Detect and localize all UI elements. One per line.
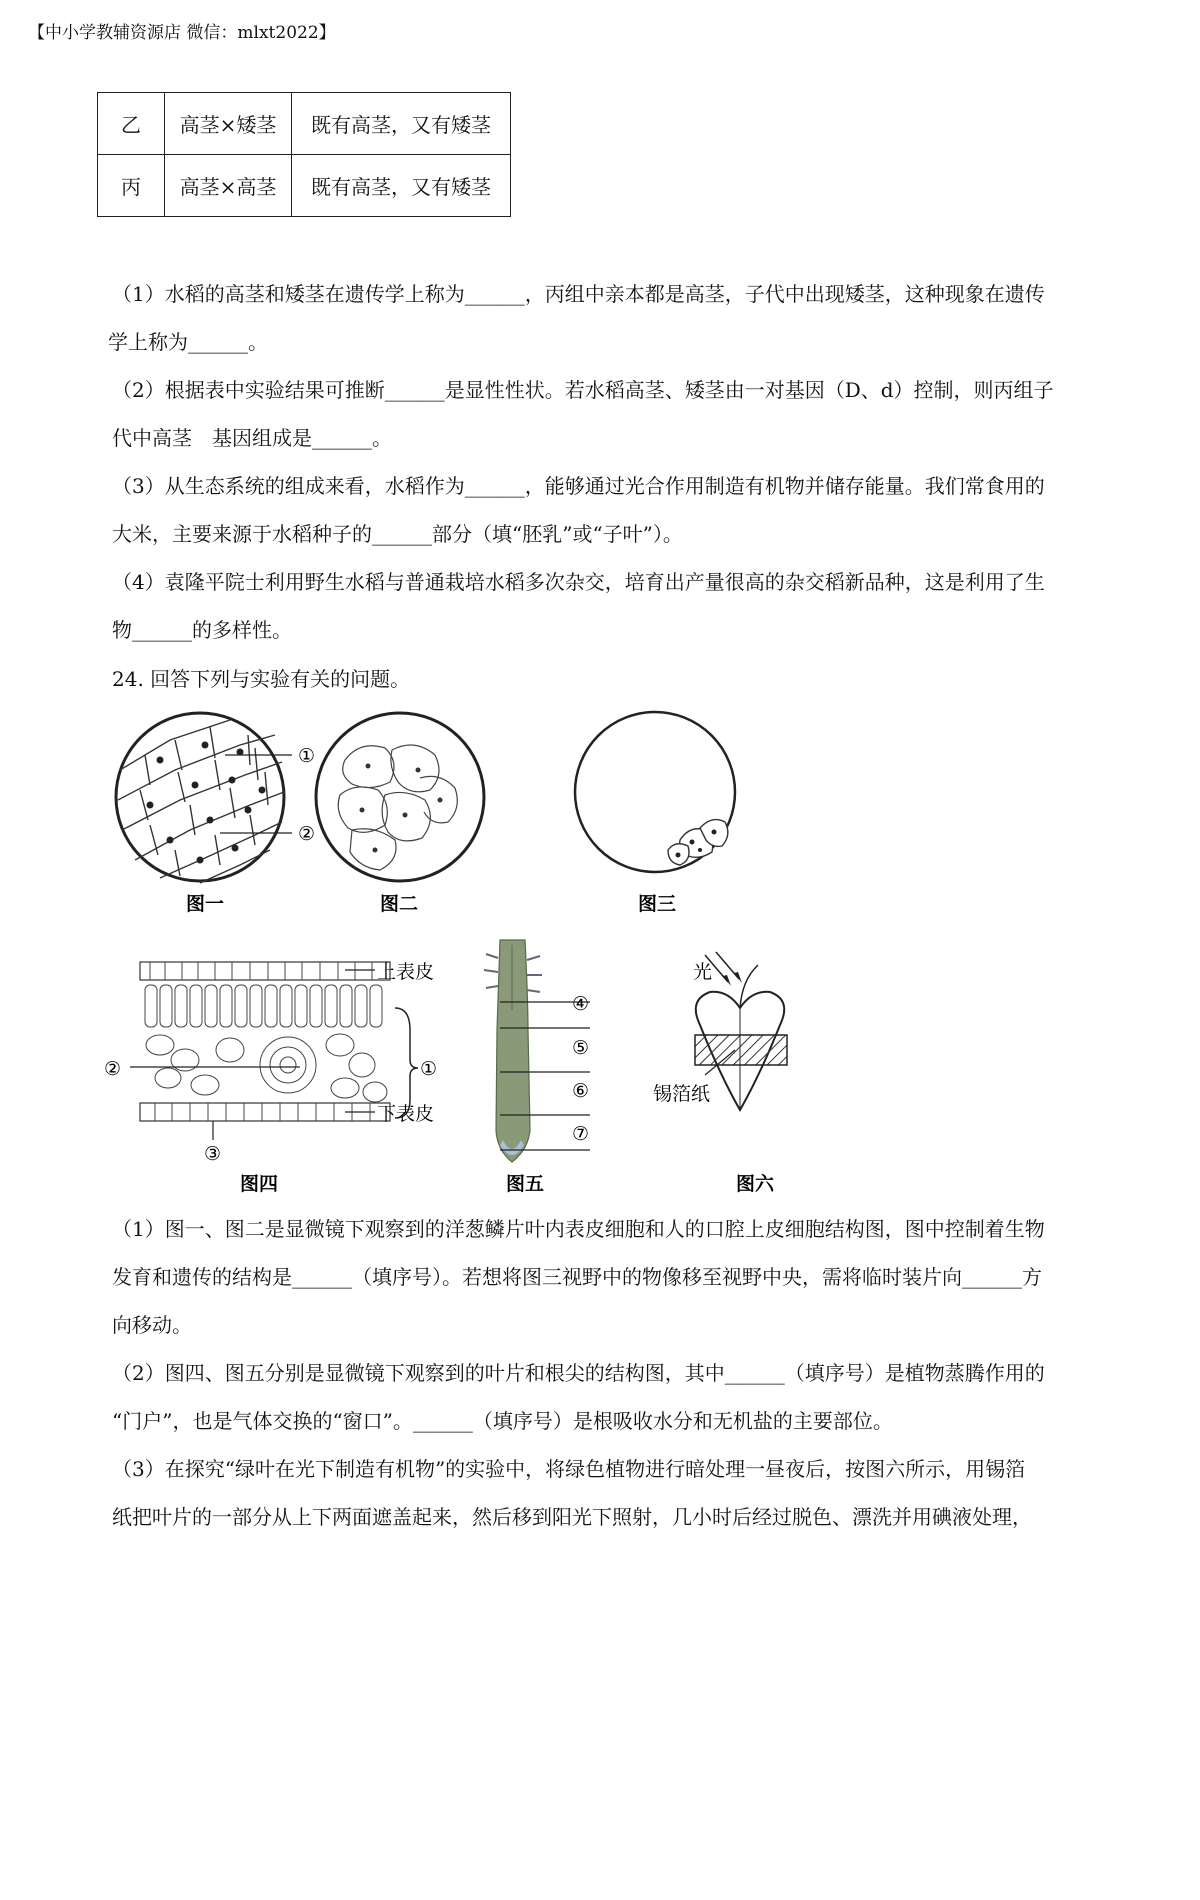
table-row xyxy=(98,93,511,155)
fig5-mark-5: ⑤ xyxy=(572,1037,590,1059)
q24-part2-line2: “门户”，也是气体交换的“窗口”。______（填序号）是根吸收水分和无机盐的主要部位。 xyxy=(112,1409,893,1433)
table-cell-cross: 高茎×矮茎 xyxy=(165,93,292,155)
fig2-caption: 图二 xyxy=(380,893,419,915)
fig4-upper-epidermis: 上表皮 xyxy=(377,961,435,983)
fig4-mark-3: ③ xyxy=(204,1143,222,1165)
fig5-mark-6: ⑥ xyxy=(572,1080,590,1102)
fig4-mark-1: ① xyxy=(420,1058,438,1080)
fig6-caption: 图六 xyxy=(736,1173,775,1195)
table-cell-result: 既有高茎，又有矮茎 xyxy=(292,93,511,155)
q23-part1-line1: （1）水稻的高茎和矮茎在遗传学上称为______，丙组中亲本都是高茎，子代中出现矮茎，这种现象在遗传 xyxy=(112,282,1045,306)
figure-4 xyxy=(104,961,437,1195)
figure-2 xyxy=(316,713,484,915)
q23-part1 xyxy=(108,270,1102,366)
q24-part1-line2: 发育和遗传的结构是______（填序号）。若想将图三视野中的物像移至视野中央，需将临时装片向______方 xyxy=(112,1265,1042,1289)
table-cell-group: 乙 xyxy=(98,93,165,155)
q23-part4-line2: 物______的多样性。 xyxy=(112,618,292,642)
q23-part2-line1: （2）根据表中实验结果可推断______是显性性状。若水稻高茎、矮茎由一对基因（D、d）控制，则丙组子 xyxy=(112,378,1054,402)
fig1-caption: 图一 xyxy=(186,893,225,915)
q24-part1-line3: 向移动。 xyxy=(112,1313,192,1337)
table-row xyxy=(98,155,511,217)
q23-part4-line1: （4）袁隆平院士利用野生水稻与普通栽培水稻多次杂交，培育出产量很高的杂交稻新品种，这是利用了生 xyxy=(112,570,1045,594)
q24-title: 24. 回答下列与实验有关的问题。 xyxy=(112,667,411,691)
q24-part2-line1: （2）图四、图五分别是显微镜下观察到的叶片和根尖的结构图，其中______（填序号）是植物蒸腾作用的 xyxy=(112,1361,1045,1385)
fig4-caption: 图四 xyxy=(240,1173,279,1195)
q23-part3-line2: 大米，主要来源于水稻种子的______部分（填“胚乳”或“子叶”）。 xyxy=(112,522,683,546)
q24-part3-line2: 纸把叶片的一部分从上下两面遮盖起来，然后移到阳光下照射，几小时后经过脱色、漂洗并用碘液处理， xyxy=(112,1505,1032,1529)
figure-1 xyxy=(116,713,315,915)
q24-part3 xyxy=(112,1445,1102,1541)
q23-part1-line2: 学上称为______。 xyxy=(108,330,268,354)
q23-part3-line1: （3）从生态系统的组成来看，水稻作为______，能够通过光合作用制造有机物并储存能量。我们常食用的 xyxy=(112,474,1045,498)
fig1-label-2: ② xyxy=(298,823,316,845)
figure-3 xyxy=(575,712,735,915)
fig5-mark-7: ⑦ xyxy=(572,1123,590,1145)
fig6-light-label: 光 xyxy=(693,961,713,983)
figure-6 xyxy=(653,952,787,1195)
fig4-mark-2: ② xyxy=(104,1058,122,1080)
table-cell-cross: 高茎×高茎 xyxy=(165,155,292,217)
fig6-foil-label: 锡箔纸 xyxy=(653,1083,711,1105)
fig3-caption: 图三 xyxy=(638,893,677,915)
table-cell-group: 丙 xyxy=(98,155,165,217)
q23-part2-line2: 代中高茎 基因组成是______。 xyxy=(112,426,392,450)
q24-part3-line1: （3）在探究“绿叶在光下制造有机物”的实验中，将绿色植物进行暗处理一昼夜后，按图六所示，用锡箔 xyxy=(112,1457,1026,1481)
genetics-table xyxy=(97,92,511,217)
page-header: 【中小学教辅资源店 微信：mlxt2022】 xyxy=(28,23,336,43)
fig5-mark-4: ④ xyxy=(572,993,590,1015)
fig4-lower-epidermis: 下表皮 xyxy=(377,1103,435,1125)
figure-5 xyxy=(484,940,590,1195)
q24-part1 xyxy=(112,1205,1102,1349)
fig1-label-1: ① xyxy=(298,745,316,767)
fig5-caption: 图五 xyxy=(506,1173,545,1195)
q24-part1-line1: （1）图一、图二是显微镜下观察到的洋葱鳞片叶内表皮细胞和人的口腔上皮细胞结构图，图中控制着生物 xyxy=(112,1217,1045,1241)
q23-part4 xyxy=(112,558,1102,654)
q23-part2 xyxy=(112,366,1102,462)
q23-part3 xyxy=(112,462,1102,558)
table-cell-result: 既有高茎，又有矮茎 xyxy=(292,155,511,217)
q24-part2 xyxy=(112,1349,1102,1445)
